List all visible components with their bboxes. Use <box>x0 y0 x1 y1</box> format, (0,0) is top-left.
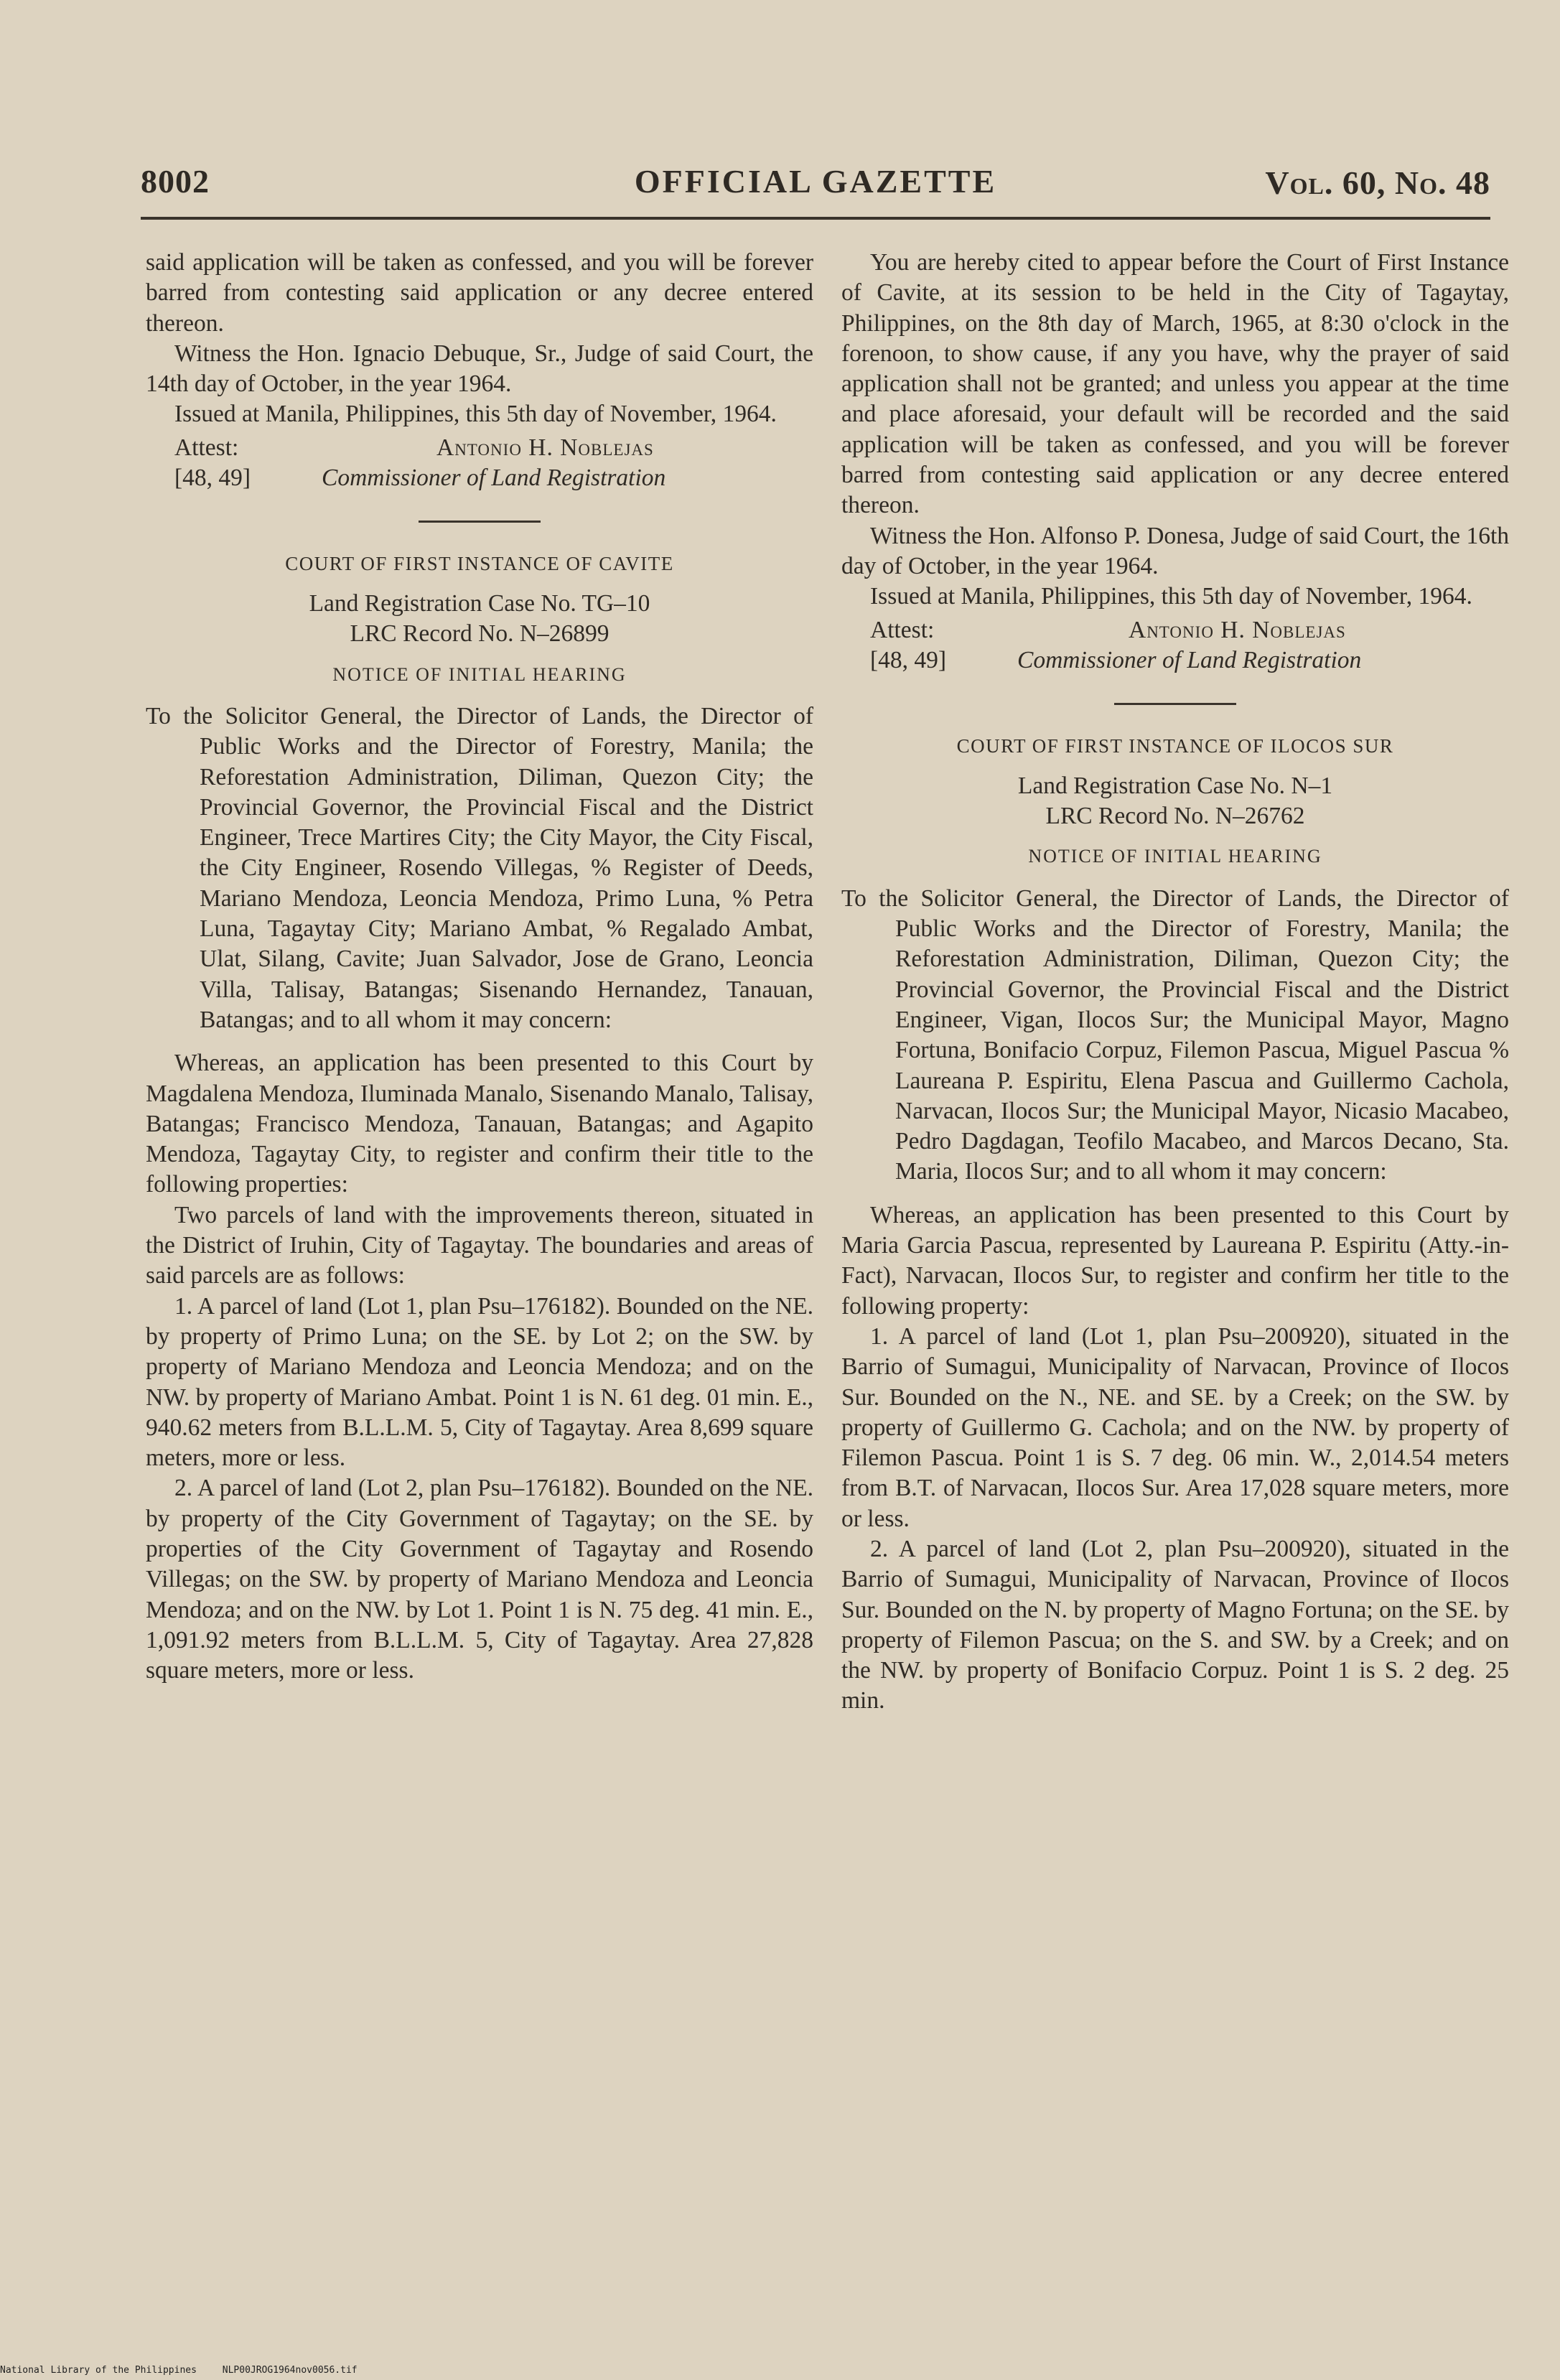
publication-title: OFFICIAL GAZETTE <box>634 163 997 200</box>
attest-signatory: Antonio H. Noblejas <box>1129 616 1346 643</box>
notice-heading: NOTICE OF INITIAL HEARING <box>332 663 627 685</box>
paragraph: 1. A parcel of land (Lot 1, plan Psu–200920), situated in the Barrio of Sumagui, Municipality of Narvacan, Province of Ilocos Sur. Bounded on the N., NE. and SE. by a Creek; on the SW. by property of Guillermo G. Cachola; and on the NW. by property of Filemon Pascua. Point 1 is S. 7 deg. 06 min. W., 2,014.54 meters from B.T. of Narvacan, Ilocos Sur. Area 17,028 square meters, more or less. <box>841 1322 1509 1532</box>
page-number: 8002 <box>141 163 210 200</box>
paragraph: Issued at Manila, Philippines, this 5th day of November, 1964. <box>870 583 1472 610</box>
right-column <box>841 248 1509 1717</box>
paragraph: Whereas, an application has been presented to this Court by Magdalena Mendoza, Iluminada Manalo, Sisenando Manalo, Talisay, Batangas; Francisco Mendoza, Tanauan, Batangas; and Agapito Mendoza, Tagaytay City, to register and confirm their title to the following properties: <box>146 1050 813 1198</box>
address-paragraph: To the Solicitor General, the Director of Lands, the Director of Public Works and the Director of Forestry, Manila; the Reforestation Administration, Diliman, Quezon City; the Provincial Governor, the Provincial Fiscal and the District Engineer, Vigan, Ilocos Sur; the Municipal Mayor, Magno Fortuna, Bonifacio Corpuz, Filemon Pascua, Miguel Pascua % Laureana P. Espiritu, Elena Pascua and Guillermo Cachola, Narvacan, Ilocos Sur; the Municipal Mayor, Nicasio Macabeo, Pedro Dagdagan, Teofilo Macabeo, and Marcos Decano, Sta. Maria, Ilocos Sur; and to all whom it may concern: <box>841 885 1509 1185</box>
section-divider <box>419 521 541 523</box>
paragraph: 1. A parcel of land (Lot 1, plan Psu–176182). Bounded on the NE. by property of Primo Luna; on the SE. by Lot 2; on the SW. by property of Mariano Mendoza and Leoncia Mendoza; and on the NW. by property of Mariano Ambat. Point 1 is N. 61 deg. 01 min. E., 940.62 meters from B.L.L.M. 5, City of Tagaytay. Area 8,699 square meters, more or less. <box>146 1292 813 1472</box>
paragraph: You are hereby cited to appear before the Court of First Instance of Cavite, at its session to be held in the City of Tagaytay, Philippines, on the 8th day of March, 1965, at 8:30 o'clock in the forenoon, to show cause, if any you have, why the prayer of said application shall not be granted; and unless you appear at the time and place aforesaid, your default will be recorded and the said application will be taken as confessed, and you will be forever barred from contesting said application or any decree entered thereon. <box>841 249 1509 519</box>
paragraph: Witness the Hon. Ignacio Debuque, Sr., Judge of said Court, the 14th day of October, in the year 1964. <box>146 340 813 398</box>
case-number: Land Registration Case No. TG–10 <box>309 590 650 617</box>
attest-title: Commissioner of Land Registration <box>322 464 666 491</box>
section-divider <box>1114 703 1236 705</box>
attest-reference: [48, 49] <box>174 464 251 491</box>
paragraph: said application will be taken as confessed, and you will be forever barred from contesting said application or any decree entered thereon. <box>146 249 813 337</box>
address-paragraph: To the Solicitor General, the Director of Lands, the Director of Public Works and the Director of Forestry, Manila; the Reforestation Administration, Diliman, Quezon City; the Provincial Governor, the Provincial Fiscal and the District Engineer, Trece Martires City; the City Mayor, the City Fiscal, the City Engineer, Rosendo Villegas, % Register of Deeds, Mariano Mendoza, Leoncia Mendoza, Primo Luna, % Petra Luna, Tagaytay City; Mariano Ambat, % Regalado Ambat, Ulat, Silang, Cavite; Juan Salvador, Jose de Grano, Leoncia Villa, Talisay, Batangas; Sisenando Hernandez, Tanauan, Batangas; and to all whom it may concern: <box>146 702 813 1033</box>
record-number: LRC Record No. N–26899 <box>350 620 609 648</box>
library-credit: National Library of the Philippines <box>0 2365 197 2376</box>
paragraph: Witness the Hon. Alfonso P. Donesa, Judge of said Court, the 16th day of October, in the year 1964. <box>841 522 1509 579</box>
court-heading: COURT OF FIRST INSTANCE OF CAVITE <box>285 552 674 574</box>
volume-label: Vol. 60, No. 48 <box>1265 164 1490 201</box>
paragraph: Two parcels of land with the improvements thereon, situated in the District of Iruhin, City of Tagaytay. The boundaries and areas of said parcels are as follows: <box>146 1201 813 1289</box>
court-heading: COURT OF FIRST INSTANCE OF ILOCOS SUR <box>956 734 1394 757</box>
attest-label: Attest: <box>870 616 935 643</box>
left-column <box>146 248 813 1686</box>
scan-footer <box>0 2365 378 2376</box>
attest-reference: [48, 49] <box>870 646 947 673</box>
paragraph: Whereas, an application has been presented to this Court by Maria Garcia Pascua, represented by Laureana P. Espiritu (Atty.-in-Fact), Narvacan, Ilocos Sur, to register and confirm her title to the following property: <box>841 1201 1509 1320</box>
case-number: Land Registration Case No. N–1 <box>1017 772 1333 799</box>
page-header <box>141 157 1490 214</box>
attest-signatory: Antonio H. Noblejas <box>436 434 654 461</box>
paragraph: Issued at Manila, Philippines, this 5th day of November, 1964. <box>174 401 777 428</box>
record-number: LRC Record No. N–26762 <box>1045 803 1305 830</box>
attest-block <box>146 433 813 493</box>
paragraph: 2. A parcel of land (Lot 2, plan Psu–200920), situated in the Barrio of Sumagui, Municipality of Narvacan, Province of Ilocos Sur. Bounded on the N. by property of Magno Fortuna; on the SE. by property of Filemon Pascua; on the S. and SW. by a Creek; and on the NW. by property of Bonifacio Corpuz. Point 1 is S. 2 deg. 25 min. <box>841 1535 1509 1714</box>
scan-filename: NLP00JROG1964nov0056.tif <box>222 2365 358 2376</box>
header-rule <box>141 217 1490 220</box>
paragraph: 2. A parcel of land (Lot 2, plan Psu–176182). Bounded on the NE. by property of the City Government of Tagaytay; on the SE. by properties of the City Government of Tagaytay and Rosendo Villegas; on the SW. by property of Mariano Mendoza and Leoncia Mendoza; and on the NW. by Lot 1. Point 1 is N. 75 deg. 41 min. E., 1,091.92 meters from B.L.L.M. 5, City of Tagaytay. Area 27,828 square meters, more or less. <box>146 1475 813 1684</box>
attest-block <box>841 615 1509 676</box>
notice-heading: NOTICE OF INITIAL HEARING <box>1028 846 1322 867</box>
attest-title: Commissioner of Land Registration <box>1017 646 1362 673</box>
attest-label: Attest: <box>174 434 239 461</box>
